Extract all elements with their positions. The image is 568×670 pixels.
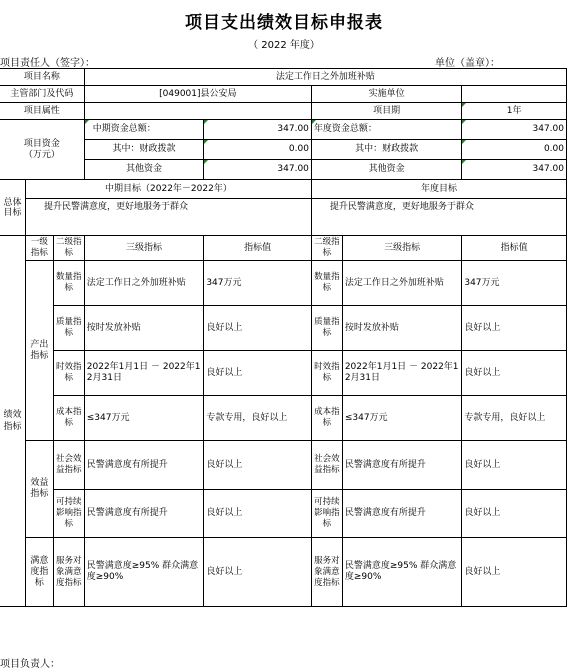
header-level3-b: 三级指标 [342,236,462,261]
cell-marker [462,120,466,124]
l2-cell-b: 可持续影响指标 [311,490,342,538]
l3-cell: 2022年1月1日 － 2022年12月31日 [84,351,204,396]
dept-label: 主管部门及代码 [0,86,84,103]
value-cell: 良好以上 [204,441,312,490]
attr-value [84,103,311,120]
l3-cell-b: 2022年1月1日 － 2022年12月31日 [342,351,462,396]
period-label: 项目期 [311,103,461,120]
overall-goal-label: 总体目标 [0,180,25,236]
l2-cell: 成本指标 [53,396,84,441]
responsible-label: 项目责任人（签字）： [0,58,95,69]
header-value: 指标值 [204,236,312,261]
l3-cell-b: 按时发放补贴 [342,306,462,351]
satisfaction-indicator-label: 满意度指标 [25,538,53,607]
l3-cell-b: 法定工作日之外加班补贴 [342,261,462,306]
l3-cell: 按时发放补贴 [84,306,204,351]
l3-cell: 民警满意度有所提升 [84,490,204,538]
header-level2: 二级指标 [53,236,84,261]
mid-fiscal-label: 其中：财政拨款 [84,140,204,160]
cell-marker [204,140,208,144]
mid-other-label: 其他资金 [84,160,204,180]
value-cell-b: 347万元 [462,261,567,306]
l2-cell: 社会效益指标 [53,441,84,490]
l2-cell: 可持续影响指标 [53,490,84,538]
year-other-value: 347.00 [462,160,567,180]
cell-marker [204,160,208,164]
value-cell: 良好以上 [204,306,312,351]
value-cell: 良好以上 [204,490,312,538]
mid-goal-header: 中期目标（2022年－2022年） [25,180,311,199]
header-level3: 三级指标 [84,236,204,261]
l2-cell: 数量指标 [53,261,84,306]
form-title: 项目支出绩效目标申报表 [185,13,383,33]
cell-marker [204,120,208,124]
year-line: （ 2022 年度） [248,40,320,51]
l3-cell: 法定工作日之外加班补贴 [84,261,204,306]
l3-cell-b: ≤347万元 [342,396,462,441]
impl-unit-label: 实施单位 [311,86,461,103]
year-fiscal-label: 其中：财政拨款 [311,140,461,160]
output-indicator-label: 产出指标 [25,261,53,441]
perf-indicator-label: 绩效指标 [0,236,25,607]
performance-form-table [0,68,567,607]
value-cell-b: 良好以上 [462,351,567,396]
mid-total-value: 347.00 [204,120,312,140]
value-cell-b: 良好以上 [462,306,567,351]
l2-cell-b: 质量指标 [311,306,342,351]
mid-goal-text: 提升民警满意度，更好地服务于群众 [25,199,311,236]
l2-cell: 时效指标 [53,351,84,396]
mid-other-value: 347.00 [204,160,312,180]
value-cell-b: 良好以上 [462,490,567,538]
year-goal-header: 年度目标 [311,180,566,199]
mid-total-label: 中期资金总额： [84,120,204,140]
cell-marker [462,140,466,144]
funds-label: 项目资金 （万元） [0,120,84,180]
benefit-indicator-label: 效益指标 [25,441,53,538]
l3-cell: 民警满意度有所提升 [84,441,204,490]
cell-marker [462,103,466,107]
impl-unit-value [462,86,567,103]
header-level1: 一级指标 [25,236,53,261]
value-cell: 良好以上 [204,351,312,396]
l3-cell: ≤347万元 [84,396,204,441]
l3-cell: 民警满意度≥95% 群众满意度≥90% [84,538,204,607]
year-fiscal-value: 0.00 [462,140,567,160]
project-lead-label: 项目负责人： [0,659,60,670]
l2-cell-b: 服务对象满意度指标 [311,538,342,607]
value-cell-b: 良好以上 [462,441,567,490]
attr-label: 项目属性 [0,103,84,120]
dept-value: [049001]县公安局 [84,86,311,103]
mid-fiscal-value: 0.00 [204,140,312,160]
value-cell: 专款专用，良好以上 [204,396,312,441]
value-cell: 良好以上 [204,538,312,607]
header-value-b: 指标值 [462,236,567,261]
project-name-label: 项目名称 [0,69,84,86]
header-level2-b: 二级指标 [311,236,342,261]
cell-marker [85,120,89,124]
l2-cell-b: 社会效益指标 [311,441,342,490]
l3-cell-b: 民警满意度有所提升 [342,441,462,490]
l2-cell: 服务对象满意度指标 [53,538,84,607]
value-cell-b: 良好以上 [462,538,567,607]
project-name-value: 法定工作日之外加班补贴 [84,69,566,86]
period-value: 1年 [462,103,567,120]
cell-marker [462,160,466,164]
value-cell-b: 专款专用，良好以上 [462,396,567,441]
l2-cell-b: 数量指标 [311,261,342,306]
value-cell: 347万元 [204,261,312,306]
l3-cell-b: 民警满意度有所提升 [342,490,462,538]
year-goal-text: 提升民警满意度，更好地服务于群众 [311,199,566,236]
unit-stamp-label: 单位（盖章）： [435,58,500,69]
cell-marker [312,120,316,124]
l3-cell-b: 民警满意度≥95% 群众满意度≥90% [342,538,462,607]
year-total-label: 年度资金总额： [311,120,461,140]
year-total-value: 347.00 [462,120,567,140]
l2-cell-b: 成本指标 [311,396,342,441]
l2-cell: 质量指标 [53,306,84,351]
l2-cell-b: 时效指标 [311,351,342,396]
year-other-label: 其他资金 [311,160,461,180]
